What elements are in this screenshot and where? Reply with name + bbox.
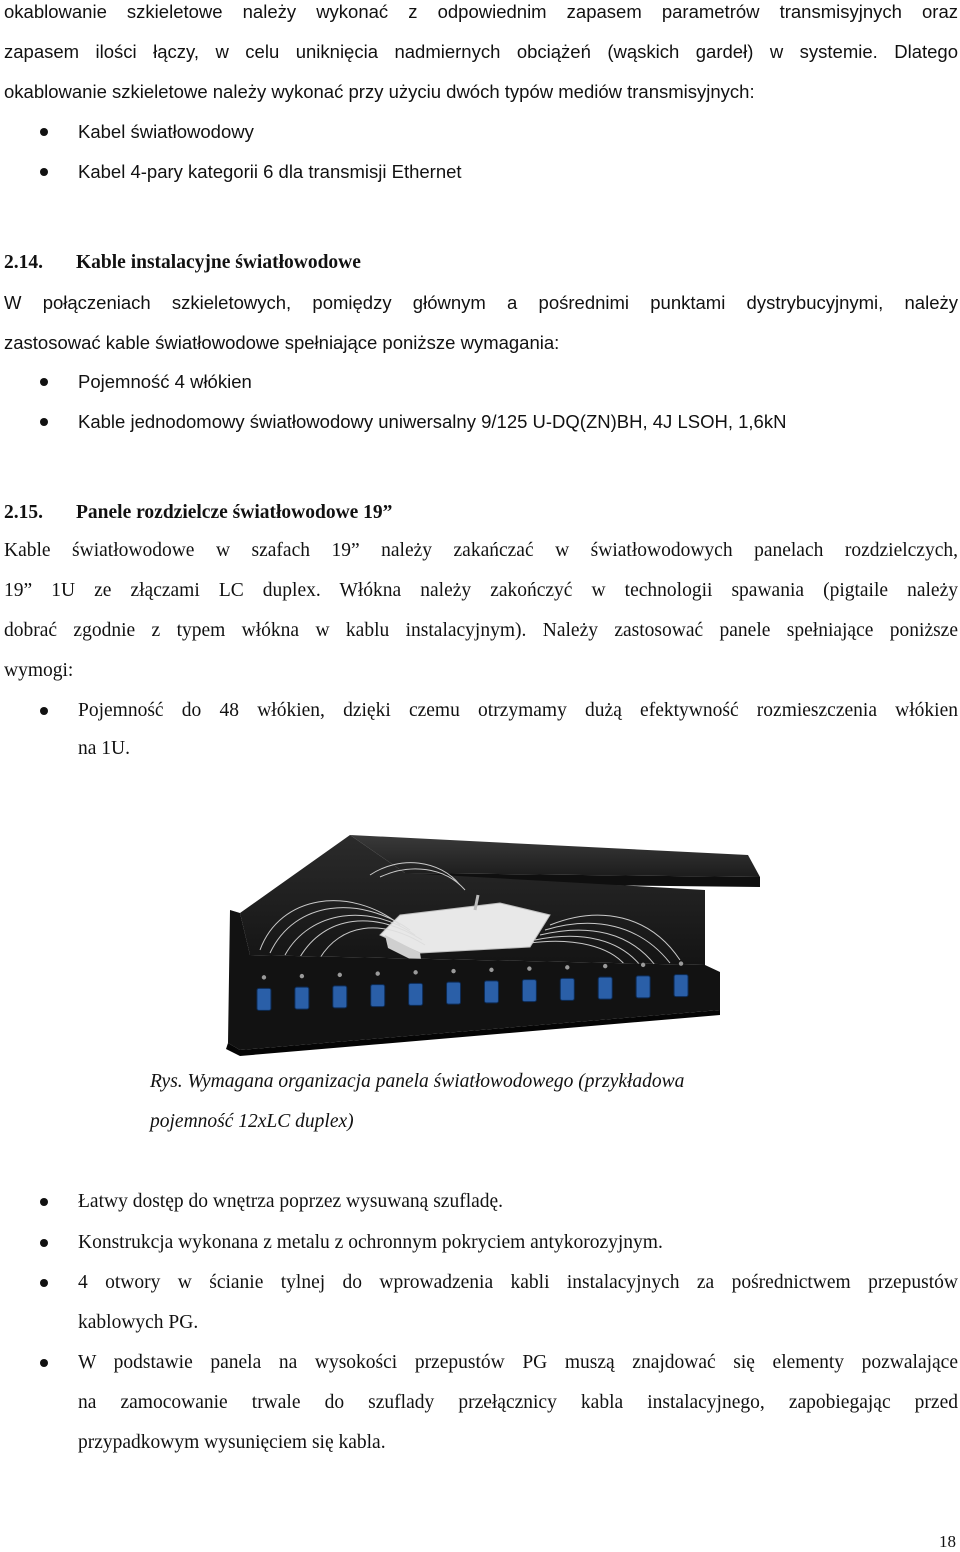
bullet-icon — [40, 707, 48, 715]
list-item-text: Konstrukcja wykonana z metalu z ochronnym pokryciem antykorozyjnym. — [78, 1232, 663, 1253]
list-item-text: Pojemność do 48 włókien, dzięki czemu otrzymamy dużą efektywność rozmieszczenia włókien — [78, 700, 958, 721]
port-screw — [565, 965, 569, 969]
fiber-patch-panel-image — [200, 815, 760, 1060]
section-number: 2.15. — [4, 502, 43, 523]
lc-port — [409, 983, 423, 1005]
lc-port — [674, 975, 688, 997]
bullet-icon — [40, 1359, 48, 1367]
port-screw — [451, 969, 455, 973]
bullet-icon — [40, 378, 48, 386]
lc-port — [636, 976, 650, 998]
section-title: Kable instalacyjne światłowodowe — [76, 252, 361, 273]
bullet-icon — [40, 128, 48, 136]
section-2-15-line-4: wymogi: — [4, 660, 74, 681]
list-item-text: 4 otwory w ścianie tylnej do wprowadzenia kabli instalacyjnych za pośrednictwem przepustów — [78, 1272, 958, 1293]
section-2-14-line-2: zastosować kable światłowodowe spełniające poniższe wymagania: — [4, 332, 560, 353]
bullet-icon — [40, 1239, 48, 1247]
bullet-icon — [40, 1279, 48, 1287]
intro-line-3: okablowanie szkieletowe należy wykonać przy użyciu dwóch typów mediów transmisyjnych: — [4, 81, 755, 102]
port-screw — [376, 971, 380, 975]
port-screw — [300, 974, 304, 978]
port-screw — [527, 966, 531, 970]
panel-lid — [350, 835, 760, 877]
section-2-15-line-3: dobrać zgodnie z typem włókna w kablu instalacyjnym). Należy zastosować panele spełniające poniższe — [4, 620, 958, 641]
section-heading-2-14 — [4, 251, 361, 275]
list-item-text: Pojemność 4 włókien — [78, 371, 252, 392]
port-screw — [489, 968, 493, 972]
port-screw — [603, 964, 607, 968]
intro-line-1: okablowanie szkieletowe należy wykonać z odpowiednim zapasem parametrów transmisyjnych oraz — [4, 1, 958, 22]
list-item-text-continued: kablowych PG. — [78, 1312, 199, 1333]
port-screw — [338, 973, 342, 977]
list-item-text: W podstawie panela na wysokości przepustów PG muszą znajdować się elementy pozwalające — [78, 1352, 958, 1373]
lc-port — [598, 977, 612, 999]
lc-port — [295, 987, 309, 1009]
list-item-text-continued: przypadkowym wysunięciem się kabla. — [78, 1432, 386, 1453]
figure-caption-line-1: Rys. Wymagana organizacja panela światłowodowego (przykładowa — [150, 1071, 685, 1092]
lc-port — [484, 981, 498, 1003]
section-2-15-line-1: Kable światłowodowe w szafach 19” należy zakańczać w światłowodowych panelach rozdzielczych, — [4, 540, 958, 561]
bullet-icon — [40, 1198, 48, 1206]
list-item-text-continued: na 1U. — [78, 738, 130, 759]
page-number: 18 — [939, 1532, 956, 1551]
port-screw — [262, 975, 266, 979]
list-item-text: Łatwy dostęp do wnętrza poprzez wysuwaną szufladę. — [78, 1191, 504, 1212]
figure-caption-line-2: pojemność 12xLC duplex) — [150, 1111, 354, 1132]
list-item-text: Kabel światłowodowy — [78, 121, 254, 142]
port-screw — [679, 961, 683, 965]
lc-port — [447, 982, 461, 1004]
section-title: Panele rozdzielcze światłowodowe 19” — [76, 502, 393, 523]
lc-port — [333, 986, 347, 1008]
list-item-text-continued: na zamocowanie trwale do szuflady przełącznicy kabla instalacyjnego, zapobiegając przed — [78, 1392, 958, 1413]
lc-port — [371, 985, 385, 1007]
lc-port — [522, 980, 536, 1002]
lc-port — [560, 978, 574, 1000]
section-2-15-line-2: 19” 1U ze złączami LC duplex. Włókna należy zakończyć w technologii spawania (pigtaile należy — [4, 580, 958, 601]
port-screw — [413, 970, 417, 974]
section-heading-2-15 — [4, 501, 392, 525]
port-screw — [641, 963, 645, 967]
list-item-text: Kable jednodomowy światłowodowy uniwersalny 9/125 U-DQ(ZN)BH, 4J LSOH, 1,6kN — [78, 411, 787, 432]
intro-line-2: zapasem ilości łączy, w celu uniknięcia nadmiernych obciążeń (wąskich gardeł) w systemie. Dlatego — [4, 41, 958, 62]
list-item-text: Kabel 4-pary kategorii 6 dla transmisji Ethernet — [78, 161, 462, 182]
section-number: 2.14. — [4, 252, 43, 273]
bullet-icon — [40, 418, 48, 426]
lc-port — [257, 988, 271, 1010]
section-2-14-line-1: W połączeniach szkieletowych, pomiędzy głównym a pośrednimi punktami dystrybucyjnymi, należy — [4, 292, 958, 313]
bullet-icon — [40, 168, 48, 176]
